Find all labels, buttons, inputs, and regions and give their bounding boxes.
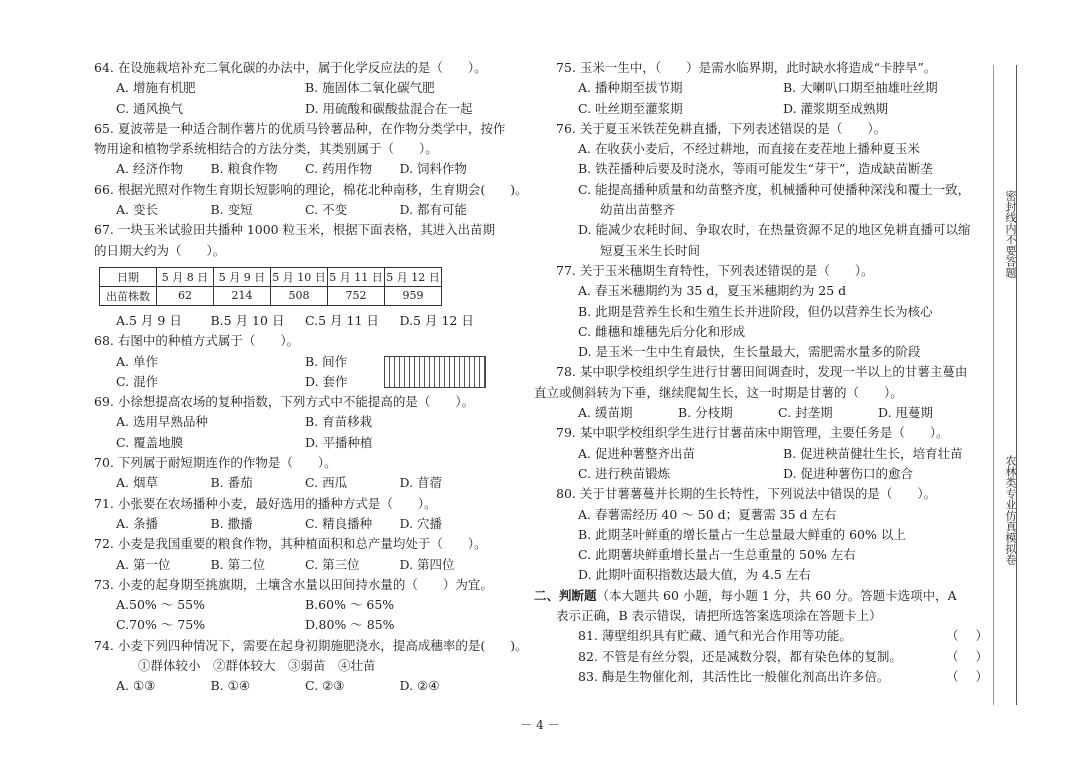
options-71 <box>94 514 494 534</box>
option-c: C. 精良播种 <box>305 515 373 531</box>
option-d: D. 甩蔓期 <box>878 405 934 421</box>
options-79 <box>556 444 988 464</box>
option-c: C. 此期薯块鲜重增长量占一生总重量的 50% 左右 <box>578 547 856 563</box>
question-text: 82. 不管是有丝分裂，还是减数分裂，都有染色体的复制。 <box>578 648 902 664</box>
table-cell: 5 月 9 日 <box>214 267 271 286</box>
option-a: A. 经济作物 <box>116 161 183 177</box>
section-heading <box>534 586 988 606</box>
option-a: A. 促进种薯整齐出苗 <box>578 445 695 461</box>
option-b: B. 第二位 <box>210 556 266 572</box>
seal-notice: 密封线内不要答题 <box>1004 190 1017 278</box>
options-74 <box>94 676 494 696</box>
option-b: B. 粮食作物 <box>210 161 278 177</box>
options-65 <box>94 159 494 179</box>
option-d: D. 苜蓿 <box>399 475 443 491</box>
page-number: － 4 － <box>520 718 560 732</box>
option-a: A. 缓苗期 <box>578 405 633 421</box>
section-desc-cont: 表示正确，B 表示错误，请把所选答案选项涂在答题卡上） <box>556 608 882 624</box>
question-text: 81. 薄壁组织具有贮藏、通气和光合作用等功能。 <box>578 628 852 644</box>
options-72 <box>94 555 494 575</box>
option-b: B.60% ～ 65% <box>305 597 395 613</box>
option-a: A. 烟草 <box>116 475 158 491</box>
option-c: C. 吐丝期至灌浆期 <box>578 100 683 116</box>
option-c: C.70% ～ 75% <box>116 617 206 633</box>
option-b: B. 番茄 <box>210 475 253 491</box>
question-79: 79. 某中职学校组织学生进行甘薯苗床中期管理，主要任务是（ ）。 <box>556 425 949 441</box>
option-d: D. 促进种薯伤口的愈合 <box>783 465 914 481</box>
table-cell: 508 <box>271 286 328 305</box>
option-b: B.5 月 10 日 <box>210 312 285 328</box>
question-78-cont: 直立或侧斜转为下垂，继续爬匐生长，这一时期是甘薯的（ ）。 <box>534 384 903 400</box>
options-79-cd <box>556 464 988 484</box>
option-a: A. 春薯需经历 40 ～ 50 d；夏薯需 35 d 左右 <box>578 506 837 522</box>
option-b: B. 分枝期 <box>678 405 733 421</box>
options-78 <box>556 403 988 423</box>
option-b: B. 间作 <box>305 353 348 369</box>
option-c: C. 封垄期 <box>778 405 833 421</box>
option-d-cont: 短夏玉米生长时间 <box>600 242 701 258</box>
option-b: B. 育苗移栽 <box>305 414 373 430</box>
option-b: B. 撒播 <box>210 515 253 531</box>
option-d: D. 能减少农耗时间、争取农时，在热量资源不足的地区免耕直播可以缩 <box>578 222 971 238</box>
option-b: B. 变短 <box>210 202 253 218</box>
option-b: B. 此期茎叶鲜重的增长量占一生总量最大鲜重的 60% 以上 <box>578 526 906 542</box>
seedling-table <box>99 267 442 306</box>
question-76: 76. 关于夏玉米铁茬免耕直播，下列表述错误的是（ ）。 <box>556 120 887 136</box>
planting-diagram <box>384 356 486 388</box>
section-title: 二、判断题 <box>534 587 597 603</box>
option-d: D. 第四位 <box>399 556 455 572</box>
right-column <box>534 58 988 687</box>
question-68: 68. 右图中的种植方式属于（ ）。 <box>94 333 300 349</box>
option-b: B. ①④ <box>210 678 251 694</box>
table-cell: 5 月 8 日 <box>157 267 214 286</box>
options-64 <box>94 78 494 98</box>
question-77: 77. 关于玉米穗期生育特性，下列表述错误的是（ ）。 <box>556 262 874 278</box>
options-64-cd <box>94 99 494 119</box>
question-70: 70. 下列属于耐短期连作的作物是（ ）。 <box>94 455 337 471</box>
question-78: 78. 某中职学校组织学生进行甘薯田间调查时，发现一半以上的甘薯主蔓由 <box>556 364 968 380</box>
table-cell: 959 <box>385 286 442 305</box>
question-81 <box>556 626 988 646</box>
option-d: D. 饲料作物 <box>399 161 468 177</box>
answer-parens <box>946 647 988 667</box>
option-c: C. ②③ <box>305 678 345 694</box>
paper-label: 农林类专业仿真模拟卷 <box>1004 455 1017 565</box>
option-a: A.5 月 9 日 <box>116 312 182 328</box>
question-73: 73. 小麦的起身期至挑旗期，土壤含水量以田间持水量的（ ）为宜。 <box>94 576 493 592</box>
options-66 <box>94 200 494 220</box>
option-d: D. ②④ <box>399 678 440 694</box>
option-c: C. 进行秧苗锻炼 <box>578 465 671 481</box>
question-80: 80. 关于甘薯薯蔓并长期的生长特性，下列说法中错误的是（ ）。 <box>556 486 937 502</box>
seal-line-inner <box>993 65 994 705</box>
question-74: 74. 小麦下列四种情况下，需要在起身初期施肥浇水，提高成穗率的是( )。 <box>94 637 528 653</box>
option-c: C. 西瓜 <box>305 475 348 491</box>
table-cell: 62 <box>157 286 214 305</box>
table-cell: 214 <box>214 286 271 305</box>
options-73-cd <box>94 615 494 635</box>
table-header-row <box>100 267 442 286</box>
option-c: C.5 月 11 日 <box>305 312 379 328</box>
options-73 <box>94 595 494 615</box>
table-cell: 5 月 11 日 <box>328 267 385 286</box>
paren: ） <box>975 628 988 644</box>
question-75: 75. 玉米一生中，（ ）是需水临界期，此时缺水将造成“卡脖旱”。 <box>556 60 937 75</box>
options-75-cd <box>556 99 988 119</box>
option-c-cont: 幼苗出苗整齐 <box>600 202 676 218</box>
table-cell: 5 月 10 日 <box>271 267 328 286</box>
option-a: A.50% ～ 55% <box>116 597 206 613</box>
question-64: 64. 在设施栽培补充二氧化碳的办法中，属于化学反应法的是（ ）。 <box>94 60 487 75</box>
option-c: C. 药用作物 <box>305 161 373 177</box>
question-66: 66. 根据光照对作物生育期长短影响的理论，棉花北种南移，生育期会( )。 <box>94 181 528 197</box>
question-74-items: ①群体较小 ②群体较大 ③弱苗 ④壮苗 <box>138 658 376 674</box>
answer-parens <box>946 667 988 687</box>
option-d: D.80% ～ 85% <box>305 617 395 633</box>
option-a: A. 条播 <box>116 515 158 531</box>
seal-line <box>1016 65 1017 705</box>
answer-parens <box>946 626 988 646</box>
question-65-cont: 物用途和植物学系统相结合的方法分类，其类别属于（ ）。 <box>94 141 438 157</box>
option-d: D. 灌浆期至成熟期 <box>783 100 889 116</box>
question-72: 72. 小麦是我国重要的粮食作物，其种植面积和总产量均处于（ ）。 <box>94 536 487 552</box>
options-67 <box>94 311 494 331</box>
options-69-cd <box>94 433 494 453</box>
option-a: A. 第一位 <box>116 556 171 572</box>
question-71: 71. 小张要在农场播种小麦，最好选用的播种方式是（ ）。 <box>94 495 437 511</box>
option-d: D. 是玉米一生中生育最快，生长量最大，需肥需水量多的阶段 <box>578 344 921 360</box>
section-desc: （本大题共 60 小题，每小题 1 分，共 60 分。答题卡选项中，A <box>596 587 957 603</box>
option-a: A. 选用早熟品种 <box>116 414 208 430</box>
table-cell: 日期 <box>100 267 157 286</box>
option-d: D. 此期叶面积指数达最大值，为 4.5 左右 <box>578 567 811 583</box>
question-67: 67. 一块玉米试验田共播种 1000 粒玉米，根据下面表格，其进入出苗期 <box>94 222 496 238</box>
table-row <box>100 286 442 305</box>
option-a: A. 单作 <box>116 353 158 369</box>
question-69: 69. 小徐想提高农场的复种指数，下列方式中不能提高的是（ ）。 <box>94 394 475 410</box>
option-b: B. 大喇叭口期至抽雄吐丝期 <box>783 80 938 96</box>
paren: （ <box>946 648 959 664</box>
option-c: C. 通风换气 <box>116 100 184 116</box>
table-cell: 752 <box>328 286 385 305</box>
option-a: A. ①③ <box>116 678 156 694</box>
option-d: D. 套作 <box>305 373 348 389</box>
option-a: A. 春玉米穗期约为 35 d，夏玉米穗期约为 25 d <box>578 283 847 299</box>
option-a: A. 在收获小麦后，不经过耕地，而直接在麦茬地上播种夏玉米 <box>578 141 920 157</box>
paren: （ <box>946 668 959 684</box>
option-b: B. 此期是营养生长和生殖生长并进阶段，但仍以营养生长为核心 <box>578 303 933 319</box>
option-d: D. 都有可能 <box>399 202 468 218</box>
option-c: C. 能提高播种质量和幼苗整齐度，机械播种可使播种深浅和覆土一致， <box>578 181 971 197</box>
question-83 <box>556 667 988 687</box>
option-a: A. 变长 <box>116 202 158 218</box>
option-a: A. 增施有机肥 <box>116 80 196 96</box>
option-c: C. 覆盖地膜 <box>116 434 184 450</box>
option-b: B. 施固体二氧化碳气肥 <box>305 80 435 96</box>
option-b: B. 铁茬播种后要及时浇水，等雨可能发生“芽干”，造成缺苗断垄 <box>578 161 933 177</box>
option-c: C. 第三位 <box>305 556 360 572</box>
option-c: C. 雌穗和雄穗先后分化和形成 <box>578 323 746 339</box>
option-d: D.5 月 12 日 <box>399 312 474 328</box>
question-65: 65. 夏波蒂是一种适合制作薯片的优质马铃薯品种，在作物分类学中，按作 <box>94 120 506 136</box>
question-82 <box>556 647 988 667</box>
option-d: D. 平播种植 <box>305 434 373 450</box>
options-75 <box>556 78 988 98</box>
option-a: A. 播种期至拔节期 <box>578 80 683 96</box>
option-d: D. 用硫酸和碳酸盐混合在一起 <box>305 100 473 116</box>
option-c: C. 混作 <box>116 373 159 389</box>
options-70 <box>94 473 494 493</box>
question-67-cont: 的日期大约为（ ）。 <box>94 242 226 258</box>
table-cell: 5 月 12 日 <box>385 267 442 286</box>
table-cell: 出苗株数 <box>100 286 157 305</box>
option-d: D. 穴播 <box>399 515 443 531</box>
option-b: B. 促进秧苗健壮生长，培育壮苗 <box>783 445 963 461</box>
options-69 <box>94 412 494 432</box>
paren: （ <box>946 628 959 644</box>
left-column <box>94 58 528 697</box>
option-c: C. 不变 <box>305 202 348 218</box>
paren: ） <box>975 668 988 684</box>
paren: ） <box>975 648 988 664</box>
question-text: 83. 酶是生物催化剂，其活性比一般催化剂高出许多倍。 <box>578 668 890 684</box>
